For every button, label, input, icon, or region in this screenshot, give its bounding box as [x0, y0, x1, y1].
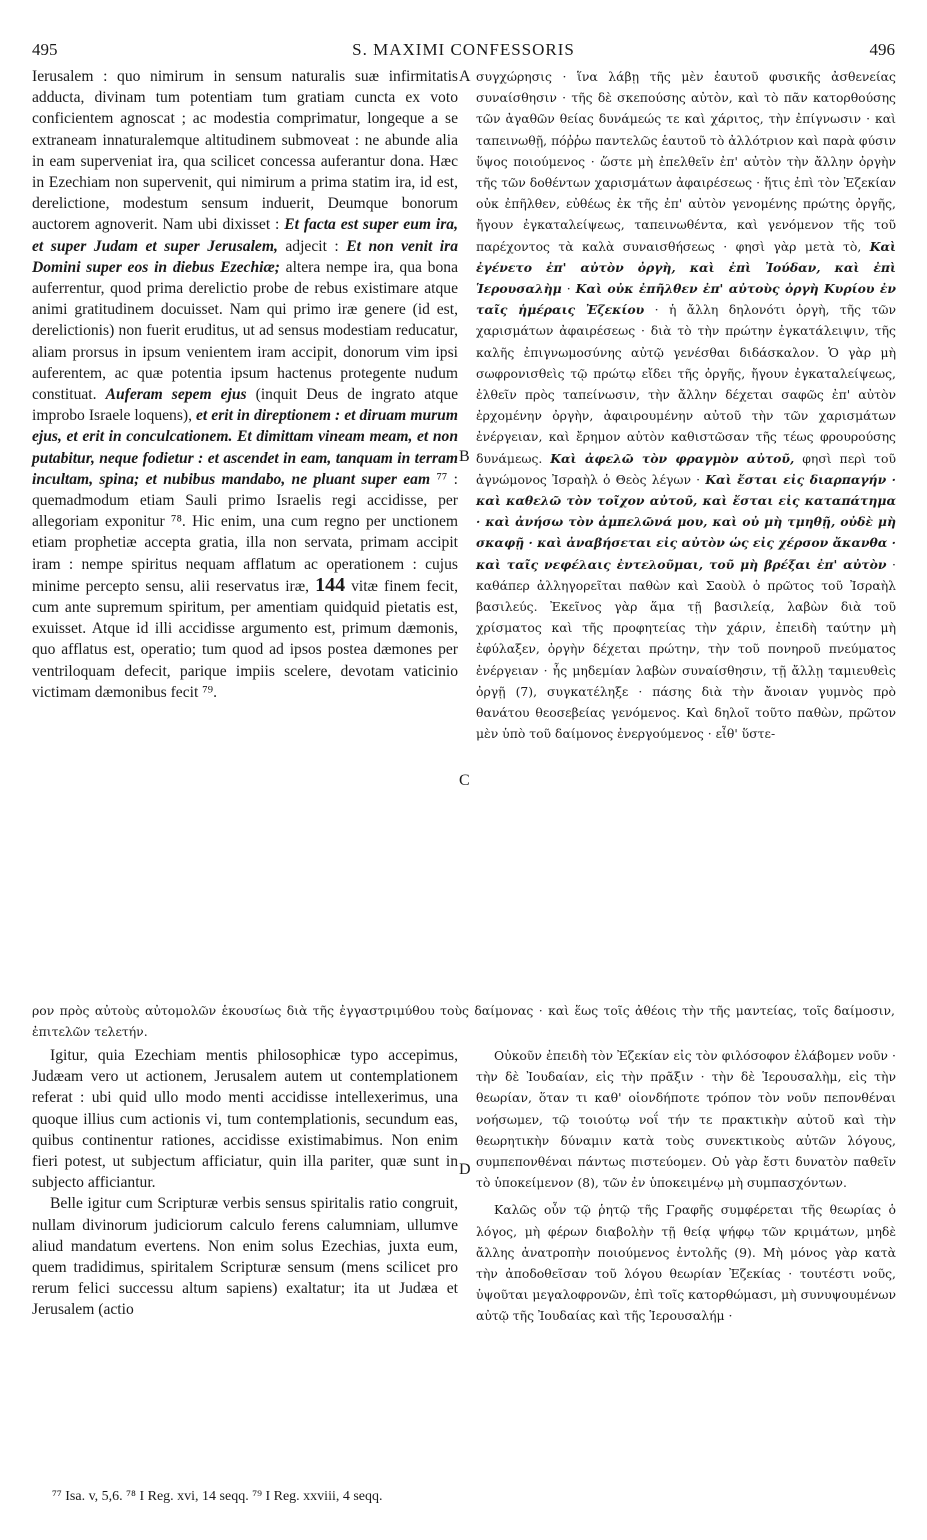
margin-marker-c: C	[459, 772, 470, 789]
margin-marker-d: D	[459, 1161, 471, 1178]
greek-text-run: Καὶ οὐκ ἐπῆλθεν ἐπ' αὐτοὺς ὀργὴ Κυρίου ἐν ταῖς ἡμέραις Ἐζεκίου	[476, 281, 896, 318]
latin-text-run: 144	[315, 573, 346, 596]
greek-text-run: · ἡ ἄλλη δηλονότι ὀργὴ, τῆς τῶν χαρισμάτων ἀφαιρέσεως · διὰ τὸ τὴν πρώτην ἐγκατάλειψιν, τῆς καλῆς ἐπιγνωμοσύνης αὐτῷ γενέσθαι διδάσκαλον. Ὁ γὰρ μὴ σωφρονισθεὶς τῷ πρώτῳ εἴδει τῆς ὀργῆς, ἤγουν ἐγκαταλείψεως, ἐλθεῖν πρὸς ταπείνωσιν, τὴν ἄλλην δέχεται σαφῶς ἐπ' αὐτὸν ἐρχομένην ὀργὴν, ἀφαιρουμένην αὐτοῦ τὴν τῶν χαρισμάτων ἐνέργειαν, καὶ ἔρημον αὐτὸν καθιστῶσαν τῆς τέως φρουρούσης δυνάμεως.	[476, 302, 896, 466]
latin-text-run: : quemadmodum etiam Sauli primo Israelis regi accidisse, per allegoriam exponitur ⁷⁸. Hic enim, una cum regno per unctionem etiam prophetiæ accepta gratia, illa non servata, primam accipit iram : nempe spiritus nequam afflatum ac operationem : cujus minime percepto sensu, alii reservatus iræ,	[32, 470, 458, 595]
greek-text-run: συγχώρησις · ἵνα λάβῃ τῆς μὲν ἑαυτοῦ φυσικῆς ἀσθενείας συναίσθησιν · τῆς δὲ σκεπούσης αὐτὸν, καὶ τὸ πᾶν κατορθούσης τῶν ἀγαθῶν θείας δυνάμεώς τε καὶ χάριτος, τὴν ἐπίγνωσιν · καὶ ταπεινωθῇ, πόῤῥω παντελῶς ἑαυτοῦ τὸ ἀλλότριον καὶ παρὰ φύσιν ὕψος ποιούμενος · ὥστε μὴ ἐπελθεῖν ἐπ' αὐτὸν τὴν ἄλλην ὀργὴν τῆς τῶν δοθέντων χαρισμάτων ἀφαιρέσεως · ἥτις ἐπὶ τὸν Ἐζεκίαν οὐκ ἐπῆλθεν, εὐθέως ἐκ τῆς ἐπ' αὐτὸν γενομένης πρώτης ὀργῆς, ἤγουν ἐγκαταλείψεως, ταπεινωθέντα, καὶ γενόμενον τῆς τοῦ παρέχοντος τὰ καλὰ συναισθήσεως · φησὶ γὰρ μετὰ τὸ,	[476, 69, 896, 254]
greek-column-lower	[476, 1045, 896, 1485]
latin-text-run: Et non venit ira Domini super eos in diebus Ezechiæ;	[32, 237, 458, 276]
greek-text-run: Καὶ ἐγένετο ἐπ' αὐτὸν ὀργὴ, καὶ ἐπὶ Ἰούδαν, καὶ ἐπὶ Ἱερουσαλὴμ	[476, 238, 896, 297]
latin-paragraph-1	[32, 66, 458, 703]
page-header	[32, 40, 895, 62]
latin-text-run: Ierusalem : quo nimirum in sensum naturalis suæ infirmitatis adducta, divinam tum potentiam tum gratiam cuncta ex voto conficientem agnoscat ; ac modestia comprimatur, longeque a se extraneam innaturalemque altitudinem submoveat : ne abunde alia in eam superveniat ira, qua scilicet concessa auferantur dona. Hæc in Ezechiam non supervenit, qui nimirum a prima statim ira, id est, derelictione, modestum sensum induerit, Deumque bonorum auctorem agnoverit. Nam ubi dixisset :	[32, 68, 458, 234]
margin-marker-b: B	[459, 448, 470, 465]
greek-paragraph-2: Οὐκοῦν ἐπειδὴ τὸν Ἐζεκίαν εἰς τὸν φιλόσοφον ἐλάβομεν νοῦν · τὴν δὲ Ἰουδαίαν, εἰς τὴν πρᾶξιν · τὴν δὲ Ἱερουσαλὴμ, εἰς τὴν θεωρίαν, ὅταν τι καθ' οἱονδήποτε τρόπον τὸν νοῦν πεπονθέναι νοήσωμεν, τῷ τοιούτῳ νοΐ τήν τε πρακτικὴν αὐτοῦ καὶ τὴν θεωρητικὴν δύναμιν κατὰ τοὺς συνεκτικοὺς αὐτῶν λόγους, συμπεπονθέναι πάντως πιστεύομεν. Οὐ γὰρ ἔστι δυνατὸν παθεῖν τὸ ὑποκείμενον (8), τῶν ἐν ὑποκειμένῳ μὴ συμπασχόντων.	[476, 1048, 896, 1191]
latin-column-lower	[32, 1045, 458, 1485]
latin-text-run: Auferam sepem ejus	[105, 386, 247, 404]
greek-paragraph-1	[476, 66, 896, 745]
latin-column-upper	[32, 66, 458, 998]
latin-text-run: Et facta est super eum ira, et super Judam et super Jerusalem,	[32, 216, 458, 255]
greek-text-run: ·	[561, 281, 576, 297]
running-title: S. MAXIMI CONFESSORIS	[352, 40, 575, 59]
latin-paragraph-3: Belle igitur cum Scripturæ verbis sensus spiritalis ratio congruit, nullam divinorum judiciorum calculo ferens calumniam, ullumve aliud mandatum evertens. Non enim solus Ezechias, juxta eum, quem tradidimus, spiritalem Scripturæ sensum (mens scilicet pro rerum felici successu altum sapiens) exaltatur; ita ut Judæa et Jerusalem (actio	[32, 1195, 458, 1319]
greek-column-upper	[476, 66, 896, 998]
page-number-right: 496	[869, 40, 895, 59]
greek-paragraph-3: Καλῶς οὖν τῷ ῥητῷ τῆς Γραφῆς συμφέρεται τῆς θεωρίας ὁ λόγος, μὴ φέρων διαβολὴν τῇ θείᾳ ψήφῳ τῶν κριμάτων, μηδὲ ἄλλης ἀνατροπὴν ποιούμενος ἐντολῆς (9). Μὴ μόνος γὰρ κατὰ τὴν ἀποδοθεῖσαν τοῦ λόγου θεωρίαν Ἐζεκίας · τουτέστι νοῦς, ὑψοῦται μεγαλοφρονῶν, ἐπὶ τοῖς κατορθώμασι, μὴ συνυψουμένων αὐτῷ τῆς Ἰουδαίας καὶ τῆς Ἱερουσαλήμ ·	[476, 1202, 896, 1324]
page-number-left: 495	[32, 40, 58, 59]
latin-text-run: altera nempe ira, qua bona auferrentur, quod prima derelictio probe de rebus existimare atque animi gratitudinem docuisset. Nam qui primo iræ genere (id est, derelictionis) non fuerit eruditus, ut ad sensus modestiam reducatur, aliam prorsus in ipsum venientem iram accipit, donorum vim ipsi auferentem, ac quæ potentia ipsum hactenus protegente nudum constituat.	[32, 258, 458, 404]
latin-text-run: (inquit Deus de ingrato atque improbo Israele loquens),	[32, 386, 459, 425]
greek-text-run: Καὶ ἔσται εἰς διαρπαγήν · καὶ καθελῶ τὸν τοῖχον αὐτοῦ, καὶ ἔσται εἰς καταπάτημα · καὶ ἀνήσω τὸν ἀμπελῶνά μου, καὶ οὐ μὴ τμηθῇ, οὐδὲ μὴ σκαφῇ · καὶ ἀναβήσεται εἰς αὐτὸν ὡς εἰς χέρσον ἄκανθα · καὶ ταῖς νεφέλαις ἐντελοῦμαι, τοῦ μὴ βρέξαι ἐπ' αὐτὸν	[476, 471, 896, 572]
greek-text-run: · καθάπερ ἀλληγορεῖται παθὼν καὶ Σαοὺλ ὁ πρῶτος τοῦ Ἰσραὴλ βασιλεύς. Ἐκεῖνος γὰρ ἅμα τῇ βασιλείᾳ, λαβὼν διὰ τοῦ χρίσματος καὶ τῆς προφητείας τὴν χάριν, ἐπειδὴ ταύτην μὴ ἐφύλαξεν, ὀργὴν δέχεται πρώτην, τὴν τοῦ πονηροῦ πνεύματος ἐνέργειαν · ἧς μηδεμίαν λαβὼν συναίσθησιν, τῇ ἄλλῃ ταμιευθεὶς ὀργῇ (7), συγκατέληξε · πάσης διὰ τὴν ἄνοιαν γυμνὸς πρὸ θανάτου θεοσεβείας γενόμενος. Καὶ δηλοῖ τοῦτο παθὼν, πρῶτον μὲν ὑπὸ τοῦ δαίμονος ἐνεργούμενος · εἶθ' ὕστε-	[476, 556, 896, 742]
greek-spanning-text: ρον πρὸς αὐτοὺς αὐτομολῶν ἑκουσίως διὰ τῆς ἐγγαστριμύθου τοὺς δαίμονας · καὶ ἕως τοῖς ἀθέοις τὴν τῆς μαντείας, τοῖς δαίμοσιν, ἐπιτελῶν τελετήν.	[32, 1003, 895, 1040]
latin-text-run: et erit in direptionem : et diruam murum ejus, et erit in conculcationem. Et dimittam vineam meam, et non putabitur, neque fodietur : et ascendet in eam, tanquam in terram incultam, spina; et nubibus mandabo, ne pluant super eam	[32, 407, 458, 488]
latin-text-run: adjecit :	[277, 237, 347, 255]
footnotes: ⁷⁷ Isa. v, 5,6. ⁷⁸ I Reg. xvi, 14 seqq. ⁷⁹ I Reg. xxviii, 4 seqq.	[52, 1489, 383, 1504]
margin-marker-a: A	[459, 68, 471, 85]
latin-paragraph-2: Igitur, quia Ezechiam mentis philosophicæ typo accepimus, Judæam vero ut actionem, Jerusalem autem ut contemplationem referat : ubi quid ullo modo menti accidisse intellexerimus, una quoque illius cum actionis vi, tum contemplationis, secundum eas, quibus continentur rationes, accidisse existimabimus. Non enim fieri potest, ut subjectum afficiatur, quin illa pariter, quæ sunt in subjecto afficiantur.	[32, 1047, 458, 1192]
latin-text-run: vitæ finem fecit, cum ante supremum spiritum, per amentiam quidquid pietatis est, exuisset. Atque id illi accidisse argumento est, primum dæmonis, quo afflatus est, operatio; tum quod ad ipsos postea dæmones per ventriloquam defecit, parique impiis scelere, devotam vaticinio victimam dæmonibus fecit ⁷⁹.	[32, 577, 459, 701]
greek-text-run: Καὶ ἀφελῶ τὸν φραγμὸν αὐτοῦ,	[550, 450, 795, 466]
greek-text-run: φησὶ περὶ τοῦ ἀγνώμονος Ἰσραὴλ ὁ Θεὸς λέγων ·	[476, 450, 896, 487]
latin-text-run: ⁷⁷	[430, 470, 454, 488]
